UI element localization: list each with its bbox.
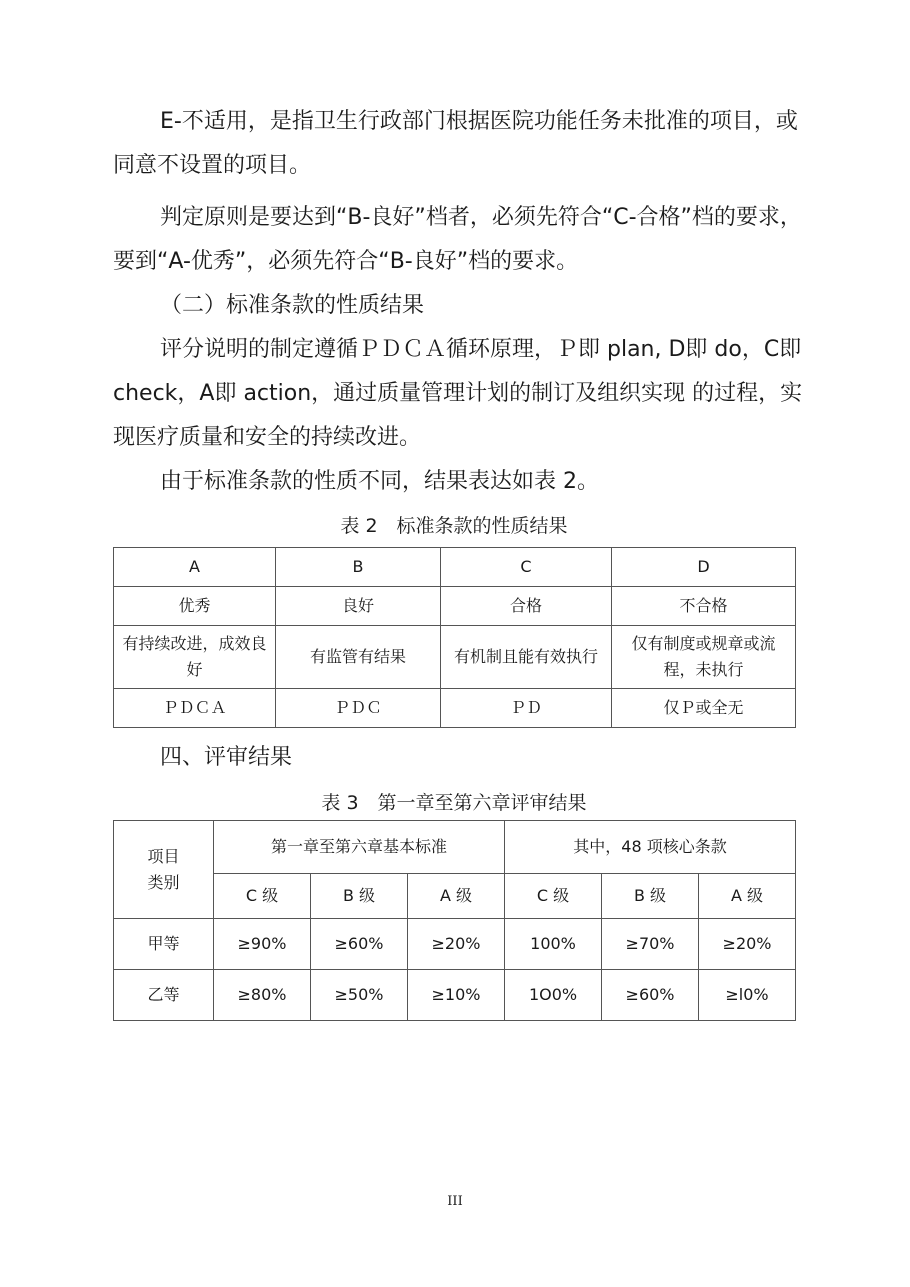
table-row — [114, 970, 796, 1021]
paragraph-pdca: 评分说明的制定遵循ＰＤＣＡ循环原理，Ｐ即 plan, D即 do，C即 check，A即 action，通过质量管理计划的制订及组织实现 的过程，实现医疗质量和安全的持续改进。 — [113, 337, 803, 450]
table-row — [114, 919, 796, 970]
table-cell: ≥70% — [602, 919, 699, 970]
table-cell: 有监管有结果 — [276, 626, 441, 689]
table-cell: ≥50% — [311, 970, 408, 1021]
table-header-cell: C 级 — [505, 874, 602, 919]
table-cell: 优秀 — [114, 587, 276, 626]
table-header-cell: B 级 — [311, 874, 408, 919]
table-cell: ≥90% — [214, 919, 311, 970]
table-cell: ＰＤ — [441, 689, 612, 728]
table-cell: ≥60% — [311, 919, 408, 970]
table-cell: ＰＤＣＡ — [114, 689, 276, 728]
table-header-row — [114, 821, 796, 874]
table3 — [113, 820, 796, 1021]
table-row — [114, 689, 796, 728]
table-corner-cell: 项目 类别 — [114, 821, 214, 919]
page-number: III — [447, 1194, 463, 1209]
paragraph-table-intro: 由于标准条款的性质不同，结果表达如表 2。 — [160, 469, 599, 494]
table-cell: ≥20% — [408, 919, 505, 970]
table-cell: ≥20% — [699, 919, 796, 970]
table-header-cell: A 级 — [699, 874, 796, 919]
table-cell: ＰＤＣ — [276, 689, 441, 728]
table-group-header: 第一章至第六章基本标准 — [214, 821, 505, 874]
table-row — [114, 548, 796, 587]
table-row — [114, 626, 796, 689]
table-cell: 仅Ｐ或全无 — [612, 689, 796, 728]
table-cell: 合格 — [441, 587, 612, 626]
table-cell: 1O0% — [505, 970, 602, 1021]
table-cell: C — [441, 548, 612, 587]
table-row-label: 甲等 — [114, 919, 214, 970]
table-cell: 良好 — [276, 587, 441, 626]
table-cell: D — [612, 548, 796, 587]
table3-caption: 表 3 第一章至第六章评审结果 — [321, 792, 587, 814]
table-cell: 有持续改进，成效良好 — [114, 626, 276, 689]
table2 — [113, 547, 796, 728]
section-heading-results: 四、评审结果 — [160, 745, 293, 770]
table-header-cell: A 级 — [408, 874, 505, 919]
table-group-header: 其中，48 项核心条款 — [505, 821, 796, 874]
table-cell: B — [276, 548, 441, 587]
paragraph-not-applicable: E-不适用，是指卫生行政部门根据医院功能任务未批准的项目，或同意不设置的项目。 — [113, 109, 798, 178]
table-header-row — [114, 874, 796, 919]
paragraph-judgement-principle: 判定原则是要达到“B-良好”档者，必须先符合“C-合格”档的要求，要到“A-优秀”，必须先符合“B-良好”档的要求。 — [113, 205, 802, 274]
section-heading-nature: （二）标准条款的性质结果 — [160, 293, 425, 318]
table-row — [114, 587, 796, 626]
table2-caption: 表 2 标准条款的性质结果 — [340, 515, 568, 537]
table-cell: ≥60% — [602, 970, 699, 1021]
table-row-label: 乙等 — [114, 970, 214, 1021]
table-cell: 100% — [505, 919, 602, 970]
table-cell: 不合格 — [612, 587, 796, 626]
table-cell: ≥10% — [408, 970, 505, 1021]
table-cell: ≥l0% — [699, 970, 796, 1021]
table-cell: 有机制且能有效执行 — [441, 626, 612, 689]
table-cell: ≥80% — [214, 970, 311, 1021]
table-cell: 仅有制度或规章或流程，未执行 — [612, 626, 796, 689]
table-header-cell: B 级 — [602, 874, 699, 919]
table-header-cell: C 级 — [214, 874, 311, 919]
table-cell: A — [114, 548, 276, 587]
